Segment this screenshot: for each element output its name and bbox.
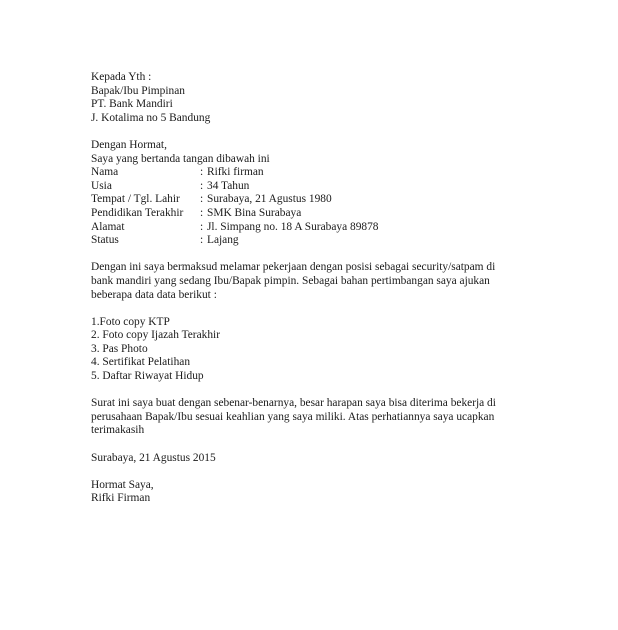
- list-item: 2. Foto copy Ijazah Terakhir: [91, 329, 220, 342]
- intro-line: Saya yang bertanda tangan dibawah ini: [91, 152, 270, 165]
- letter-body: [91, 71, 541, 506]
- detail-value: SMK Bina Surabaya: [207, 206, 302, 219]
- spacer: [91, 465, 541, 479]
- detail-colon: :: [200, 206, 204, 219]
- detail-colon: :: [200, 179, 204, 192]
- closing-paragraph: [91, 397, 541, 438]
- detail-row: [91, 221, 541, 235]
- paragraph-line: terimakasih: [91, 424, 145, 437]
- detail-label: Alamat: [91, 220, 125, 233]
- recipient-line: J. Kotalima no 5 Bandung: [91, 111, 211, 124]
- detail-value: Jl. Simpang no. 18 A Surabaya 89878: [207, 220, 379, 233]
- detail-row: [91, 193, 541, 207]
- recipient-block: [91, 71, 541, 125]
- list-item: 4. Sertifikat Pelatihan: [91, 356, 191, 369]
- list-item: 3. Pas Photo: [91, 342, 148, 355]
- list-item: 5. Daftar Riwayat Hidup: [91, 370, 204, 383]
- attachment-list: [91, 316, 541, 384]
- detail-colon: :: [200, 166, 204, 179]
- application-paragraph: [91, 261, 541, 302]
- detail-label: Usia: [91, 179, 112, 192]
- recipient-line: Bapak/Ibu Pimpinan: [91, 84, 185, 97]
- detail-colon: :: [200, 193, 204, 206]
- detail-value: Rifki firman: [207, 166, 264, 179]
- signer-name: Rifki Firman: [91, 492, 151, 505]
- recipient-line: PT. Bank Mandiri: [91, 98, 173, 111]
- list-item: 1.Foto copy KTP: [91, 315, 170, 328]
- paragraph-line: Surat ini saya buat dengan sebenar-benarnya, besar harapan saya bisa diterima bekerja di: [91, 397, 496, 410]
- paragraph-line: beberapa data data berikut :: [91, 288, 217, 301]
- detail-value: Surabaya, 21 Agustus 1980: [207, 193, 332, 206]
- detail-row: [91, 207, 541, 221]
- spacer: [91, 438, 541, 452]
- recipient-line: Kepada Yth :: [91, 71, 152, 83]
- closing-salutation: Hormat Saya,: [91, 478, 154, 491]
- detail-row: [91, 234, 541, 248]
- spacer: [91, 248, 541, 262]
- detail-row: [91, 166, 541, 180]
- greeting: Dengan Hormat,: [91, 138, 167, 151]
- detail-colon: :: [200, 234, 204, 247]
- detail-value: 34 Tahun: [207, 179, 250, 192]
- detail-row: [91, 180, 541, 194]
- paragraph-line: Dengan ini saya bermaksud melamar pekerjaan dengan posisi sebagai security/satpam di: [91, 261, 496, 274]
- spacer: [91, 384, 541, 398]
- detail-label: Nama: [91, 166, 119, 179]
- place-date: Surabaya, 21 Agustus 2015: [91, 451, 216, 464]
- spacer: [91, 302, 541, 316]
- detail-value: Lajang: [207, 234, 239, 247]
- paragraph-line: perusahaan Bapak/Ibu sesuai keahlian yang saya miliki. Atas perhatiannya saya ucapkan: [91, 410, 495, 423]
- personal-details: [91, 166, 541, 248]
- detail-colon: :: [200, 220, 204, 233]
- detail-label: Tempat / Tgl. Lahir: [91, 193, 180, 206]
- spacer: [91, 125, 541, 139]
- paragraph-line: bank mandiri yang sedang Ibu/Bapak pimpin. Sebagai bahan pertimbangan saya ajukan: [91, 274, 490, 287]
- detail-label: Pendidikan Terakhir: [91, 206, 184, 219]
- detail-label: Status: [91, 234, 119, 247]
